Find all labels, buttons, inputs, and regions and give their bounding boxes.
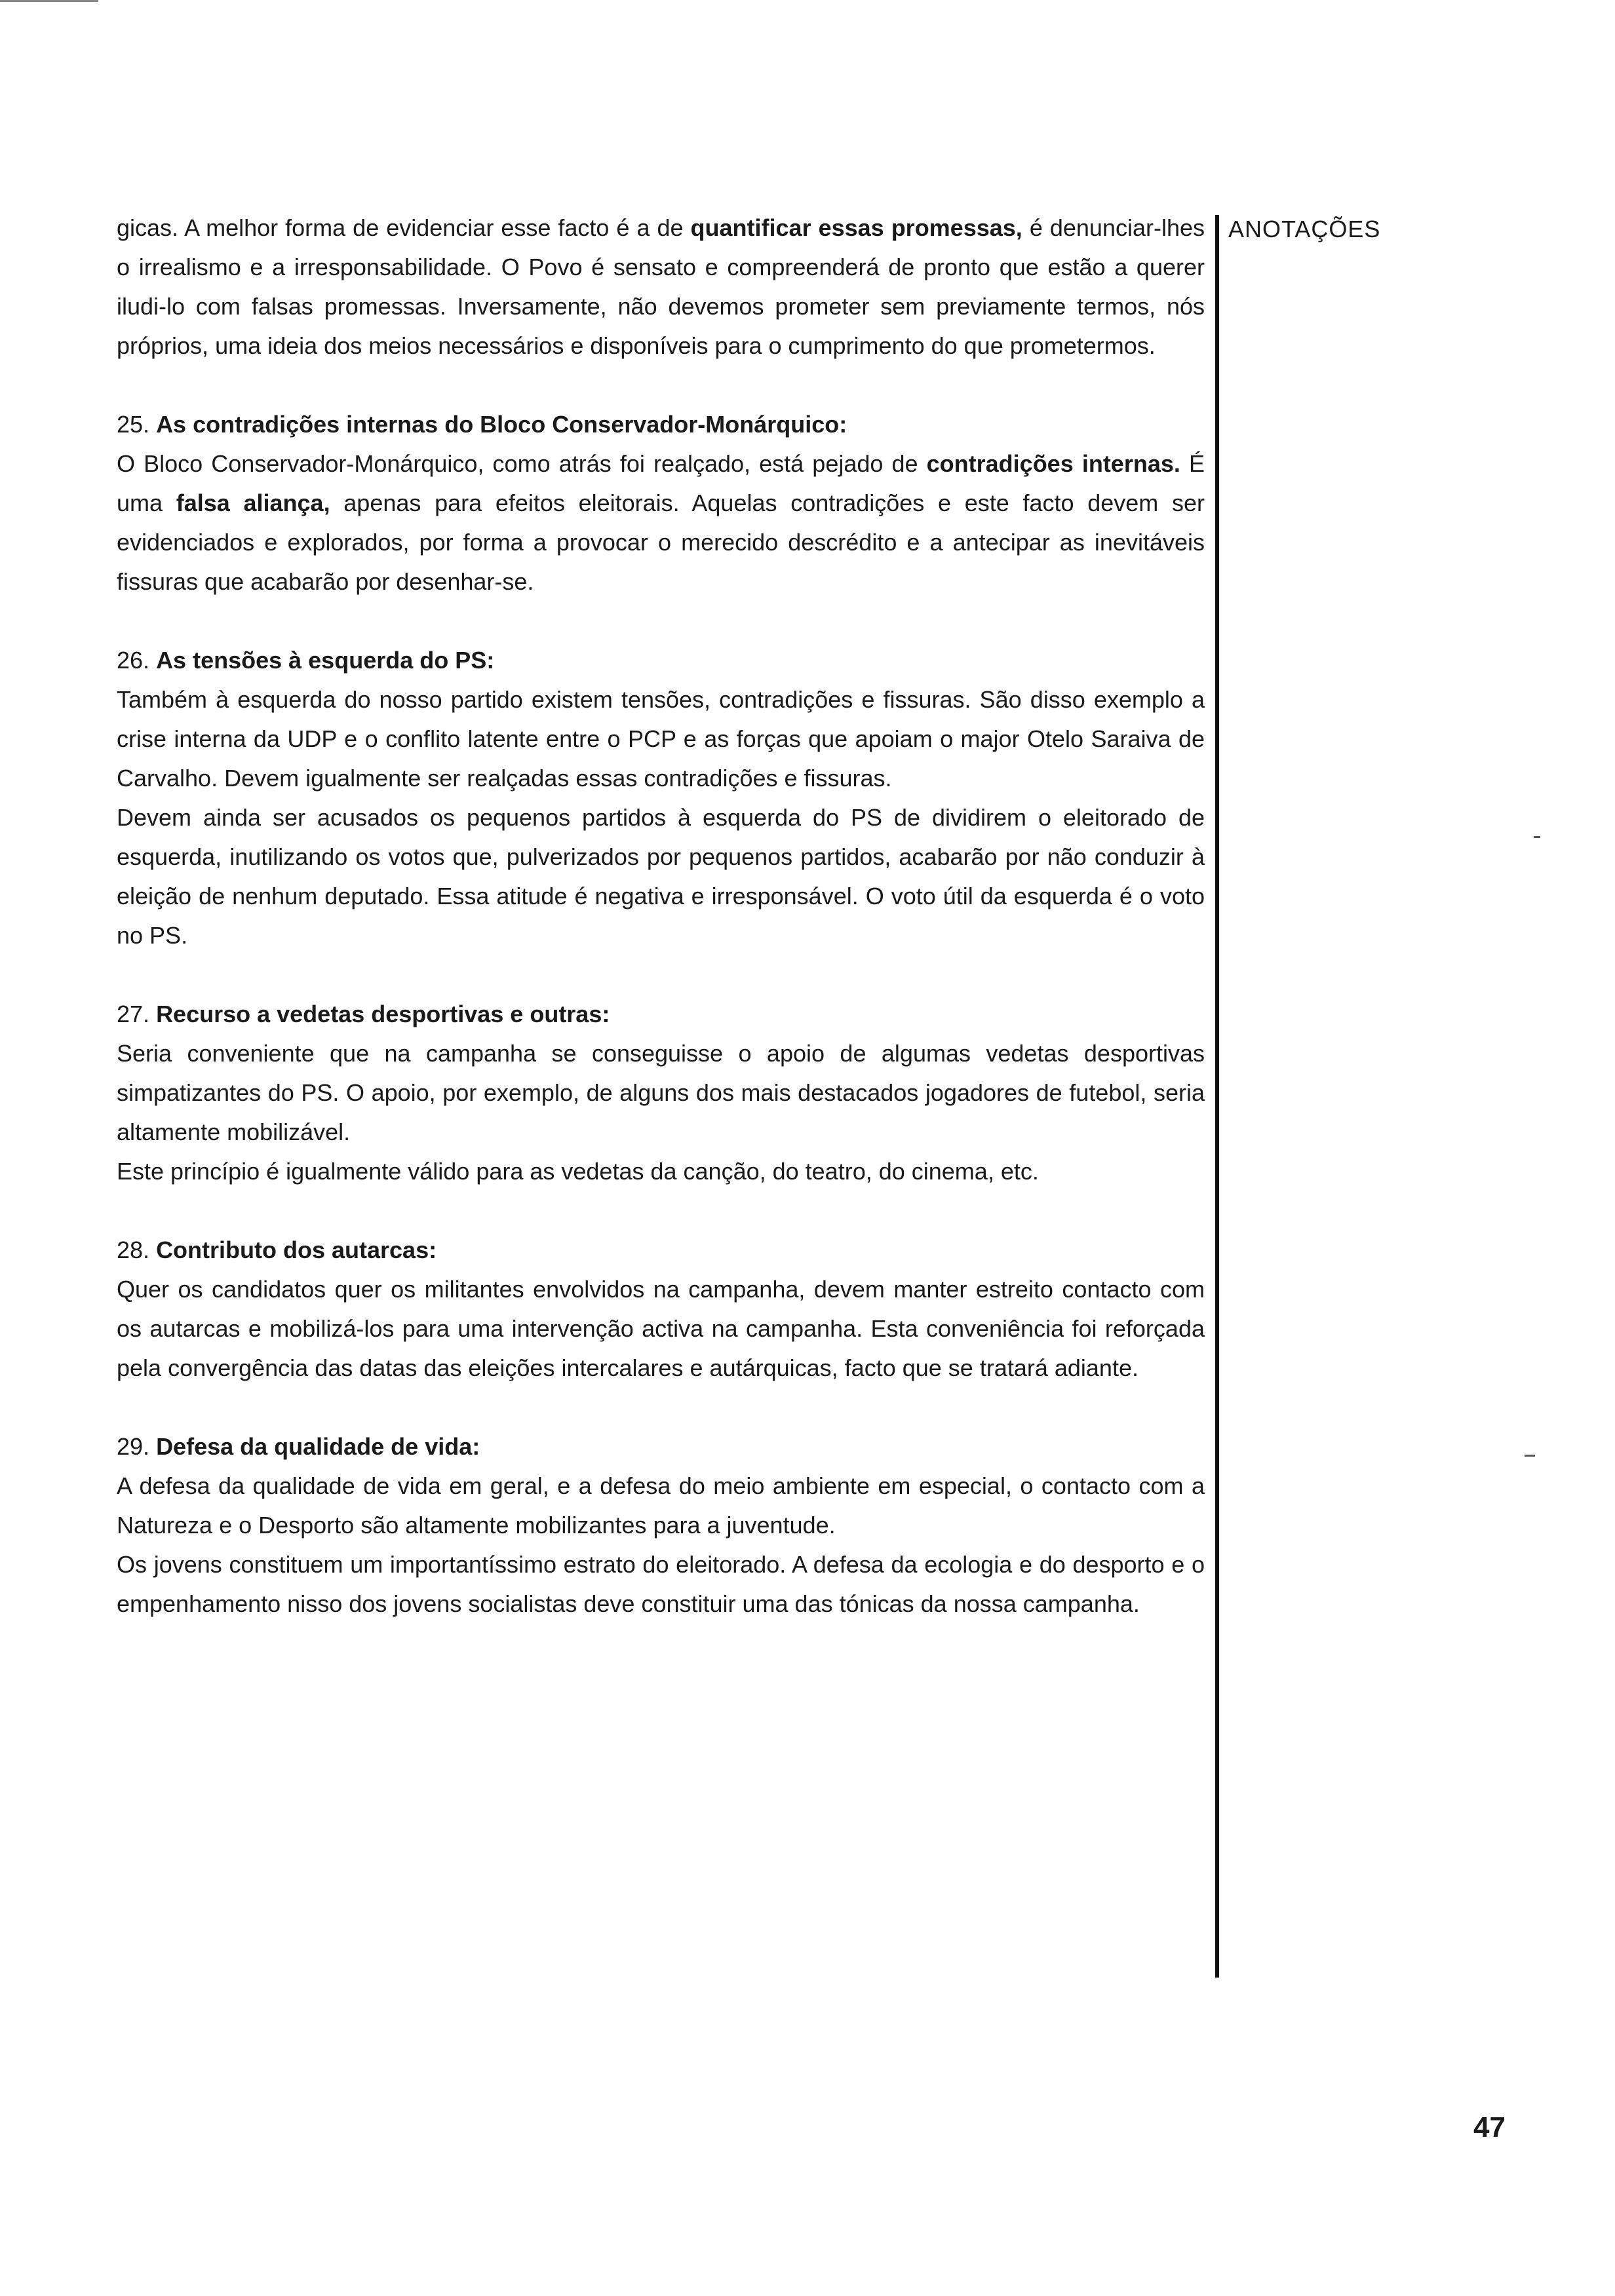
scan-speck — [1525, 1455, 1535, 1457]
section-heading — [117, 641, 1205, 680]
intro-paragraph — [117, 208, 1205, 366]
main-text-column — [117, 208, 1205, 1663]
section-28 — [117, 1231, 1205, 1388]
section-25 — [117, 405, 1205, 602]
section-title: As tensões à esquerda do PS: — [156, 647, 495, 674]
text-run: Os jovens constituem um importantíssimo estrato do eleitorado. A defesa da ecologia e do desporto e o empenhamento nisso dos jovens socialistas deve constituir uma das tónicas da nossa campanha. — [117, 1551, 1205, 1617]
section-number: 25. — [117, 411, 150, 438]
section-paragraph — [117, 1466, 1205, 1545]
section-title: As contradições internas do Bloco Conservador-Monárquico: — [156, 411, 847, 438]
text-run: apenas para efeitos eleitorais. Aquelas contradições e este facto devem ser evidenciados e explorados, por forma a provocar o merecido descrédito e a antecipar as inevitáveis fissuras que acabarão por desenhar-se. — [117, 489, 1205, 595]
section-heading — [117, 405, 1205, 444]
section-heading — [117, 1427, 1205, 1466]
section-paragraph — [117, 1152, 1205, 1191]
annotations-label: ANOTAÇÕES — [1228, 216, 1381, 242]
text-run: Também à esquerda do nosso partido existem tensões, contradições e fissuras. São disso exemplo a crise interna da UDP e o conflito latente entre o PCP e as forças que apoiam o major Otelo Saraiva de Carvalho. Devem igualmente ser realçadas essas contradições e fissuras. — [117, 686, 1205, 792]
section-title: Defesa da qualidade de vida: — [156, 1433, 480, 1460]
section-paragraph — [117, 798, 1205, 955]
text-run: Quer os candidatos quer os militantes envolvidos na campanha, devem manter estreito contacto com os autarcas e mobilizá-los para uma intervenção activa na campanha. Esta conveniência foi reforçada pela convergência das datas das eleições intercalares e autárquicas, facto que se tratará adiante. — [117, 1276, 1205, 1381]
emphasis-text: quantificar essas promessas, — [690, 214, 1022, 241]
scan-speck — [1534, 836, 1540, 838]
section-number: 28. — [117, 1236, 150, 1263]
sections-container — [117, 405, 1205, 1624]
annotations-divider — [1215, 215, 1219, 1978]
text-run: Seria conveniente que na campanha se conseguisse o apoio de algumas vedetas desportivas simpatizantes do PS. O apoio, por exemplo, de alguns dos mais destacados jogadores de futebol, seria altamente mobilizável. — [117, 1040, 1205, 1145]
section-number: 29. — [117, 1433, 150, 1460]
section-29 — [117, 1427, 1205, 1624]
section-paragraph — [117, 1270, 1205, 1388]
section-title: Contributo dos autarcas: — [156, 1236, 437, 1263]
emphasis-text: contradições internas. — [926, 450, 1180, 477]
section-heading — [117, 1231, 1205, 1270]
page-number: 47 — [1473, 2111, 1506, 2143]
section-paragraph — [117, 1034, 1205, 1152]
text-run: A defesa da qualidade de vida em geral, e a defesa do meio ambiente em especial, o contacto com a Natureza e o Desporto são altamente mobilizantes para a juventude. — [117, 1472, 1205, 1539]
section-26 — [117, 641, 1205, 955]
section-paragraph — [117, 1545, 1205, 1624]
section-number: 27. — [117, 1001, 150, 1027]
section-paragraph — [117, 444, 1205, 602]
section-heading — [117, 995, 1205, 1034]
section-number: 26. — [117, 647, 150, 674]
text-run: é denunciar-lhes o irrealismo e a irresponsabilidade. O Povo é sensato e compreenderá de pronto que estão a querer iludi-lo com falsas promessas. Inversamente, não devemos prometer sem previamente termos, nós próprios, uma ideia dos meios necessários e disponíveis para o cumprimento do que prometermos. — [117, 214, 1205, 359]
text-run: Devem ainda ser acusados os pequenos partidos à esquerda do PS de dividirem o eleitorado de esquerda, inutilizando os votos que, pulverizados por pequenos partidos, acabarão por não conduzir à eleição de nenhum deputado. Essa atitude é negativa e irresponsável. O voto útil da esquerda é o voto no PS. — [117, 804, 1205, 949]
text-run: gicas. A melhor forma de evidenciar esse facto é a de — [117, 214, 691, 241]
text-run: Este princípio é igualmente válido para as vedetas da canção, do teatro, do cinema, etc. — [117, 1158, 1039, 1185]
scan-edge-mark — [0, 0, 98, 2]
section-title: Recurso a vedetas desportivas e outras: — [156, 1001, 610, 1027]
text-run: É uma — [117, 450, 1205, 516]
section-paragraph — [117, 680, 1205, 798]
section-27 — [117, 995, 1205, 1191]
emphasis-text: falsa aliança, — [176, 489, 330, 516]
text-run: O Bloco Conservador-Monárquico, como atrás foi realçado, está pejado de — [117, 450, 927, 477]
